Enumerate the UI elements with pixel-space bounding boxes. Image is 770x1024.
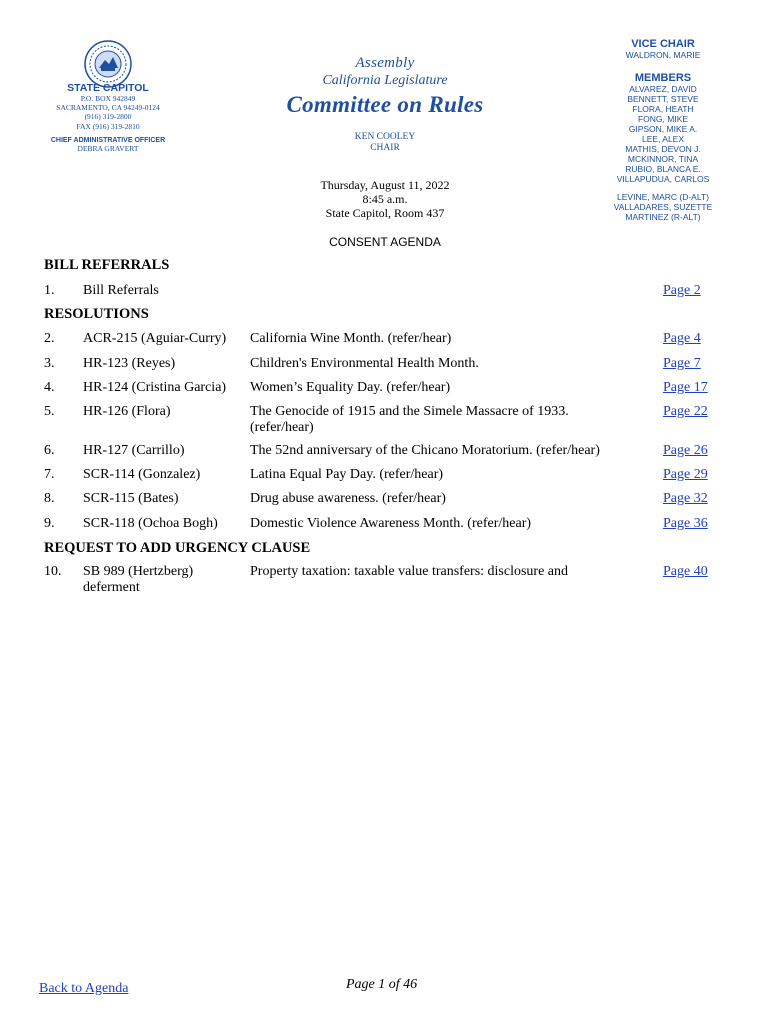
page-indicator: Page 1 of 46	[346, 977, 418, 992]
address-line: SACRAMENTO, CA 94249-0124	[56, 103, 160, 113]
assembly-title: Assembly	[355, 55, 415, 71]
members-label: MEMBERS	[634, 72, 692, 84]
cao-label: CHIEF ADMINISTRATIVE OFFICER	[50, 136, 166, 144]
meeting-info	[290, 178, 480, 220]
alternate-name: LEVINE, MARC (D-ALT)	[617, 192, 709, 202]
item-number: 8.	[44, 491, 55, 506]
member-name: ALVAREZ, DAVID	[629, 84, 697, 94]
vice-chair-label: VICE CHAIR	[631, 38, 695, 50]
assembly-seal-icon	[84, 40, 132, 88]
item-number: 4.	[44, 380, 55, 395]
item-bill: Bill Referrals	[83, 283, 159, 298]
meeting-location: State Capitol, Room 437	[325, 206, 445, 220]
item-bill: SCR-114 (Gonzalez)	[83, 467, 201, 482]
member-name: RUBIO, BLANCA E.	[625, 164, 701, 174]
item-bill: SCR-115 (Bates)	[83, 491, 179, 506]
section-heading-bill-referrals: BILL REFERRALS	[44, 257, 170, 273]
chair-name: KEN COOLEY	[354, 132, 416, 142]
legislature-title: California Legislature	[322, 73, 448, 88]
member-name: BENNETT, STEVE	[627, 94, 699, 104]
item-number: 9.	[44, 516, 55, 531]
meeting-time: 8:45 a.m.	[362, 192, 408, 206]
item-bill: SCR-118 (Ochoa Bogh)	[83, 516, 218, 531]
member-name: FONG, MIKE	[637, 114, 689, 124]
member-name: MCKINNOR, TINA	[627, 154, 699, 164]
item-description: Drug abuse awareness. (refer/hear)	[250, 491, 446, 506]
item-number: 3.	[44, 356, 55, 371]
agenda-item	[44, 331, 734, 353]
state-capitol-contact	[40, 82, 176, 153]
alternate-name: MARTINEZ (R-ALT)	[625, 212, 701, 222]
item-page-link[interactable]: Page 7	[663, 356, 701, 371]
agenda-type: CONSENT AGENDA	[329, 235, 441, 249]
fax-line: FAX (916) 319-2810	[76, 121, 140, 131]
item-description: Women’s Equality Day. (refer/hear)	[250, 380, 451, 395]
agenda-item	[44, 491, 734, 513]
alternate-name: VALLADARES, SUZETTE	[613, 202, 713, 212]
item-number: 6.	[44, 443, 55, 458]
member-name: LEE, ALEX	[641, 134, 685, 144]
item-page-link[interactable]: Page 4	[663, 331, 701, 346]
item-description-line: (refer/hear)	[250, 420, 314, 435]
agenda-item	[44, 443, 734, 465]
agenda-item	[44, 564, 734, 600]
agenda-item	[44, 404, 734, 440]
item-description: Children's Environmental Health Month.	[250, 356, 479, 371]
item-bill	[83, 564, 253, 596]
item-page-link[interactable]: Page 17	[663, 380, 708, 395]
item-page-link[interactable]: Page 22	[663, 404, 708, 419]
chair-label: CHAIR	[370, 143, 400, 153]
phone-line: (916) 319-2800	[84, 112, 132, 122]
item-description: Latina Equal Pay Day. (refer/hear)	[250, 467, 444, 482]
meeting-date: Thursday, August 11, 2022	[320, 178, 450, 192]
item-number: 2.	[44, 331, 55, 346]
cao-name: DEBRA GRAVERT	[77, 143, 139, 153]
item-page-link[interactable]: Page 32	[663, 491, 708, 506]
agenda-item	[44, 356, 734, 378]
address-line: P.O. BOX 942849	[80, 94, 136, 103]
item-page-link[interactable]: Page 29	[663, 467, 708, 482]
vice-chair-name: WALDRON, MARIE	[625, 50, 701, 60]
item-page-link[interactable]: Page 2	[663, 283, 701, 298]
member-name: FLORA, HEATH	[632, 104, 694, 114]
item-bill: HR-123 (Reyes)	[83, 356, 176, 371]
item-bill: HR-127 (Carrillo)	[83, 443, 185, 458]
item-bill-line: SB 989 (Hertzberg)	[83, 564, 194, 579]
item-bill: HR-126 (Flora)	[83, 404, 171, 419]
member-name: MATHIS, DEVON J.	[625, 144, 701, 154]
item-description	[250, 404, 650, 436]
item-description: California Wine Month. (refer/hear)	[250, 331, 452, 346]
agenda-item	[44, 467, 734, 489]
item-description-line: The Genocide of 1915 and the Simele Massacre of 1933.	[250, 404, 569, 419]
section-heading-urgency: REQUEST TO ADD URGENCY CLAUSE	[44, 540, 311, 556]
agenda-item	[44, 516, 734, 538]
item-bill-line: deferment	[83, 580, 140, 595]
agenda-item	[44, 283, 734, 305]
committee-members	[600, 38, 726, 222]
item-number: 7.	[44, 467, 55, 482]
committee-heading	[270, 55, 500, 154]
member-name: GIPSON, MIKE A.	[628, 124, 698, 134]
agenda-item	[44, 380, 734, 402]
item-bill: ACR-215 (Aguiar-Curry)	[83, 331, 227, 346]
state-capitol-label: STATE CAPITOL	[67, 82, 149, 94]
item-description: Domestic Violence Awareness Month. (refer/hear)	[250, 516, 532, 531]
item-description: Property taxation: taxable value transfers: disclosure and	[250, 564, 569, 579]
item-number: 5.	[44, 404, 55, 419]
committee-title: Committee on Rules	[286, 92, 484, 117]
section-heading-resolutions: RESOLUTIONS	[44, 306, 149, 322]
item-bill: HR-124 (Cristina Garcia)	[83, 380, 227, 395]
item-number: 10.	[44, 564, 62, 579]
item-page-link[interactable]: Page 40	[663, 564, 708, 579]
back-to-agenda-link[interactable]: Back to Agenda	[39, 981, 129, 996]
item-page-link[interactable]: Page 36	[663, 516, 708, 531]
item-page-link[interactable]: Page 26	[663, 443, 708, 458]
item-number: 1.	[44, 283, 55, 298]
item-description: The 52nd anniversary of the Chicano Moratorium. (refer/hear)	[250, 443, 600, 458]
member-name: VILLAPUDUA, CARLOS	[616, 174, 710, 184]
